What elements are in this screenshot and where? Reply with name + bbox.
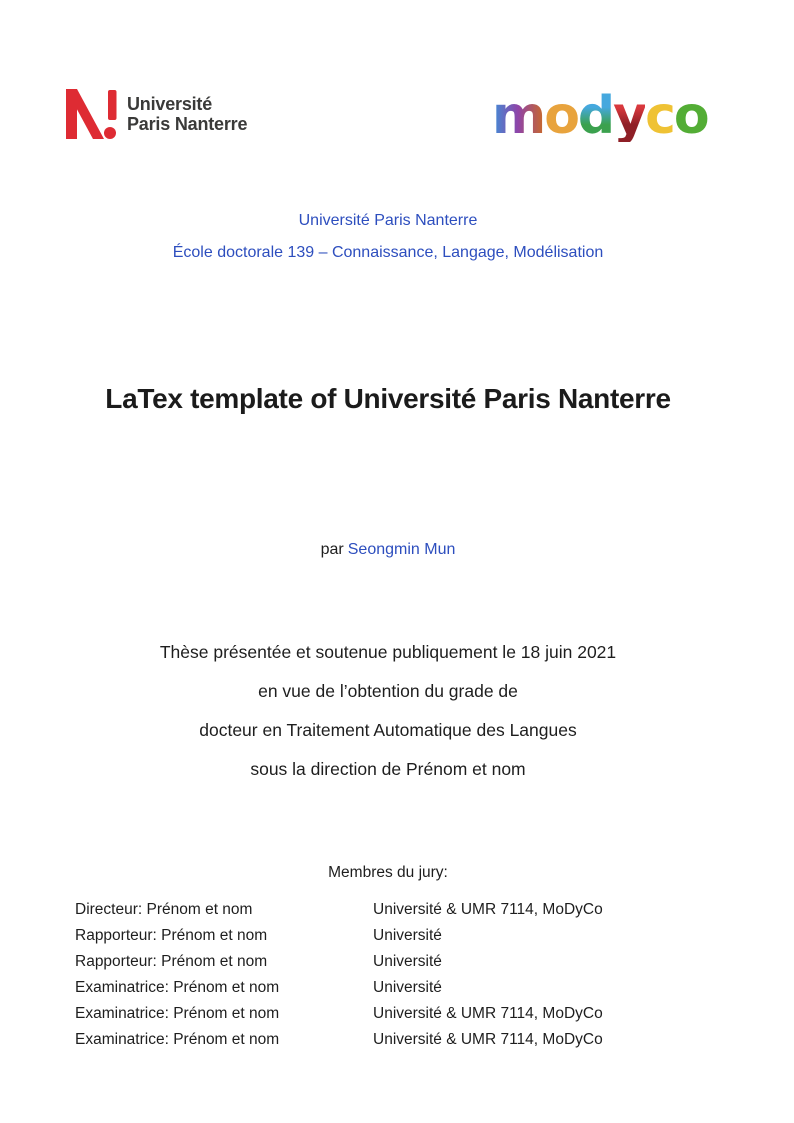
university-name: Université Paris Nanterre [298, 212, 478, 229]
thesis-title: LaTex template of Université Paris Nanterre [105, 383, 671, 414]
jury-role-name: Rapporteur: Prénom et nom [75, 953, 268, 970]
defense-statement [35, 633, 741, 789]
jury-table [75, 897, 735, 1053]
jury-affiliation: Université & UMR 7114, MoDyCo [373, 1031, 603, 1048]
jury-row [75, 923, 735, 949]
defense-line: Thèse présentée et soutenue publiquement le 18 juin 2021 [159, 642, 617, 662]
jury-row [75, 975, 735, 1001]
modyco-letter-o: o [673, 86, 708, 146]
upn-logo-line1: Université [127, 94, 213, 114]
jury-affiliation: Université & UMR 7114, MoDyCo [373, 901, 603, 918]
jury-row [75, 949, 735, 975]
jury-row [75, 1001, 735, 1027]
modyco-letter-o: o [544, 86, 578, 146]
jury-row [75, 1027, 735, 1053]
byline-prefix: par [320, 541, 344, 558]
defense-line: docteur en Traitement Automatique des Langues [199, 720, 577, 740]
upn-n-exclamation-icon [64, 88, 118, 140]
jury-row [75, 897, 735, 923]
jury-role-name: Examinatrice: Prénom et nom [75, 979, 280, 996]
defense-line: sous la direction de Prénom et nom [250, 759, 526, 779]
upn-logo-text [127, 94, 247, 134]
modyco-letter-m: m [492, 86, 545, 146]
modyco-letter-c: c [645, 86, 674, 146]
modyco-logo [492, 86, 708, 146]
doctoral-school: École doctorale 139 – Connaissance, Langage, Modélisation [172, 244, 604, 261]
jury-role-name: Examinatrice: Prénom et nom [75, 1031, 280, 1048]
jury-role-name: Rapporteur: Prénom et nom [75, 927, 268, 944]
institution-header [35, 213, 741, 277]
modyco-letter-d: d [577, 86, 614, 146]
upn-logo-line2: Paris Nanterre [127, 114, 248, 134]
byline [35, 541, 741, 559]
jury-role-name: Directeur: Prénom et nom [75, 901, 253, 918]
author-link[interactable]: Seongmin Mun [347, 541, 456, 558]
defense-line: en vue de l’obtention du grade de [258, 681, 518, 701]
jury-affiliation: Université [373, 953, 442, 970]
jury-affiliation: Université [373, 979, 442, 996]
jury-affiliation: Université [373, 927, 442, 944]
jury-heading: Membres du jury: [328, 864, 448, 881]
jury-affiliation: Université & UMR 7114, MoDyCo [373, 1005, 603, 1022]
jury-role-name: Examinatrice: Prénom et nom [75, 1005, 280, 1022]
modyco-letter-y: y [613, 86, 646, 146]
upn-logo [64, 88, 247, 140]
